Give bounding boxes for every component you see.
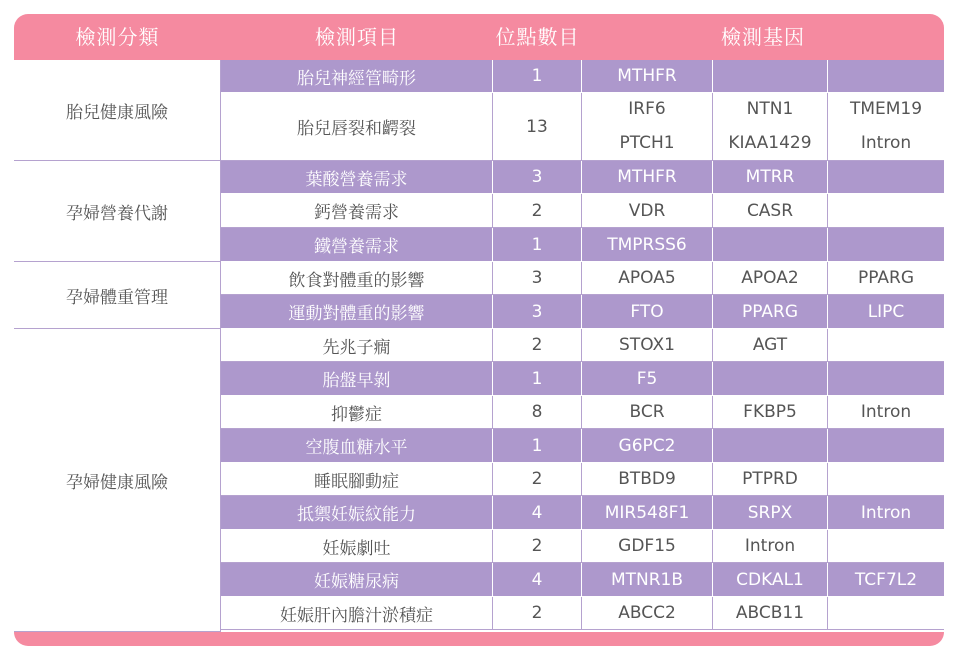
gene-cell: [713, 60, 828, 93]
sites-cell: 1: [493, 228, 582, 262]
gene-cell: TMPRSS6: [582, 228, 713, 262]
gene-cell: PPARG: [828, 262, 944, 295]
sites-cell: 4: [493, 563, 582, 597]
gene-label: Intron: [860, 132, 912, 153]
sites-cell: 8: [493, 396, 582, 429]
sites-cell: 3: [493, 161, 582, 194]
table-row: [221, 93, 944, 161]
item-cell: 抵禦妊娠紋能力: [221, 496, 493, 530]
sites-cell: 13: [493, 93, 582, 161]
gene-cell: [828, 93, 944, 161]
gene-cell: CASR: [713, 194, 828, 228]
gene-cell: MTHFR: [582, 161, 713, 194]
sites-cell: 2: [493, 329, 582, 362]
sites-cell: 1: [493, 362, 582, 396]
gene-cell: [828, 429, 944, 463]
gene-cell: Intron: [828, 496, 944, 530]
gene-cell: PPARG: [713, 295, 828, 329]
gene-label: IRF6: [628, 99, 666, 120]
table-body: [14, 60, 944, 632]
gene-cell: Intron: [828, 396, 944, 429]
item-cell: 鈣營養需求: [221, 194, 493, 228]
gene-cell: ABCB11: [713, 597, 828, 630]
gene-label: TMEM19: [849, 99, 923, 120]
table-row: [221, 262, 944, 295]
gene-cell: BCR: [582, 396, 713, 429]
table-row: [221, 463, 944, 496]
gene-cell: LIPC: [828, 295, 944, 329]
gene-cell: [828, 362, 944, 396]
gene-cell: TCF7L2: [828, 563, 944, 597]
gene-cell: [828, 329, 944, 362]
table-row: [221, 228, 944, 262]
sites-cell: 2: [493, 530, 582, 563]
sites-cell: 4: [493, 496, 582, 530]
gene-cell: PTPRD: [713, 463, 828, 496]
item-cell: 抑鬱症: [221, 396, 493, 429]
table-header: [14, 14, 944, 60]
gene-cell: GDF15: [582, 530, 713, 563]
sites-cell: 2: [493, 194, 582, 228]
gene-cell: FTO: [582, 295, 713, 329]
table-row: [221, 161, 944, 194]
gene-cell: [828, 60, 944, 93]
gene-label: PTCH1: [619, 132, 675, 153]
gene-cell: [713, 228, 828, 262]
table-row: [221, 295, 944, 329]
header-genes: 檢測基因: [721, 25, 805, 49]
table-row: [221, 362, 944, 396]
gene-cell: [713, 93, 828, 161]
item-cell: 葉酸營養需求: [221, 161, 493, 194]
header-item: 檢測項目: [315, 25, 399, 49]
gene-cell: FKBP5: [713, 396, 828, 429]
category-maternal-health: 孕婦健康風險: [14, 329, 221, 632]
sites-cell: 2: [493, 597, 582, 630]
item-cell: 妊娠肝內膽汁淤積症: [221, 597, 493, 630]
table-row: [221, 530, 944, 563]
gene-cell: SRPX: [713, 496, 828, 530]
gene-cell: CDKAL1: [713, 563, 828, 597]
item-cell: 飲食對體重的影響: [221, 262, 493, 295]
item-cell: 睡眠腳動症: [221, 463, 493, 496]
gene-cell: BTBD9: [582, 463, 713, 496]
gene-cell: G6PC2: [582, 429, 713, 463]
item-cell: 胎兒神經管畸形: [221, 60, 493, 93]
gene-cell: [582, 93, 713, 161]
gene-cell: VDR: [582, 194, 713, 228]
gene-cell: [828, 597, 944, 630]
item-cell: 運動對體重的影響: [221, 295, 493, 329]
category-fetal-health: 胎兒健康風險: [14, 60, 221, 161]
table-row: [221, 329, 944, 362]
table-row: [221, 496, 944, 530]
gene-cell: MIR548F1: [582, 496, 713, 530]
table-row: [221, 60, 944, 93]
table-row: [221, 396, 944, 429]
sites-cell: 1: [493, 429, 582, 463]
gene-label: NTN1: [746, 99, 794, 120]
gene-cell: STOX1: [582, 329, 713, 362]
gene-cell: [828, 228, 944, 262]
gene-cell: F5: [582, 362, 713, 396]
table-row: [221, 563, 944, 597]
gene-cell: MTRR: [713, 161, 828, 194]
item-cell: 胎兒唇裂和齶裂: [221, 93, 493, 161]
item-cell: 胎盤早剝: [221, 362, 493, 396]
gene-cell: APOA2: [713, 262, 828, 295]
item-cell: 妊娠糖尿病: [221, 563, 493, 597]
table-row: [221, 194, 944, 228]
gene-cell: MTHFR: [582, 60, 713, 93]
gene-cell: [713, 429, 828, 463]
gene-cell: [713, 362, 828, 396]
category-maternal-nutrition: 孕婦營養代謝: [14, 161, 221, 262]
gene-cell: [828, 530, 944, 563]
gene-cell: MTNR1B: [582, 563, 713, 597]
item-cell: 妊娠劇吐: [221, 530, 493, 563]
sites-cell: 1: [493, 60, 582, 93]
gene-cell: [828, 194, 944, 228]
gene-label: KIAA1429: [728, 132, 812, 153]
gene-cell: AGT: [713, 329, 828, 362]
gene-cell: Intron: [713, 530, 828, 563]
gene-cell: ABCC2: [582, 597, 713, 630]
sites-cell: 2: [493, 463, 582, 496]
table-row: [221, 597, 944, 630]
item-cell: 空腹血糖水平: [221, 429, 493, 463]
sites-cell: 3: [493, 295, 582, 329]
gene-cell: [828, 463, 944, 496]
item-cell: 鐵營養需求: [221, 228, 493, 262]
category-maternal-weight: 孕婦體重管理: [14, 262, 221, 329]
table-row: [221, 429, 944, 463]
sites-cell: 3: [493, 262, 582, 295]
header-category: 檢測分類: [75, 25, 160, 49]
header-sites: 位點數目: [495, 25, 580, 49]
gene-test-table: [14, 14, 944, 646]
item-cell: 先兆子癇: [221, 329, 493, 362]
gene-cell: APOA5: [582, 262, 713, 295]
gene-cell: [828, 161, 944, 194]
